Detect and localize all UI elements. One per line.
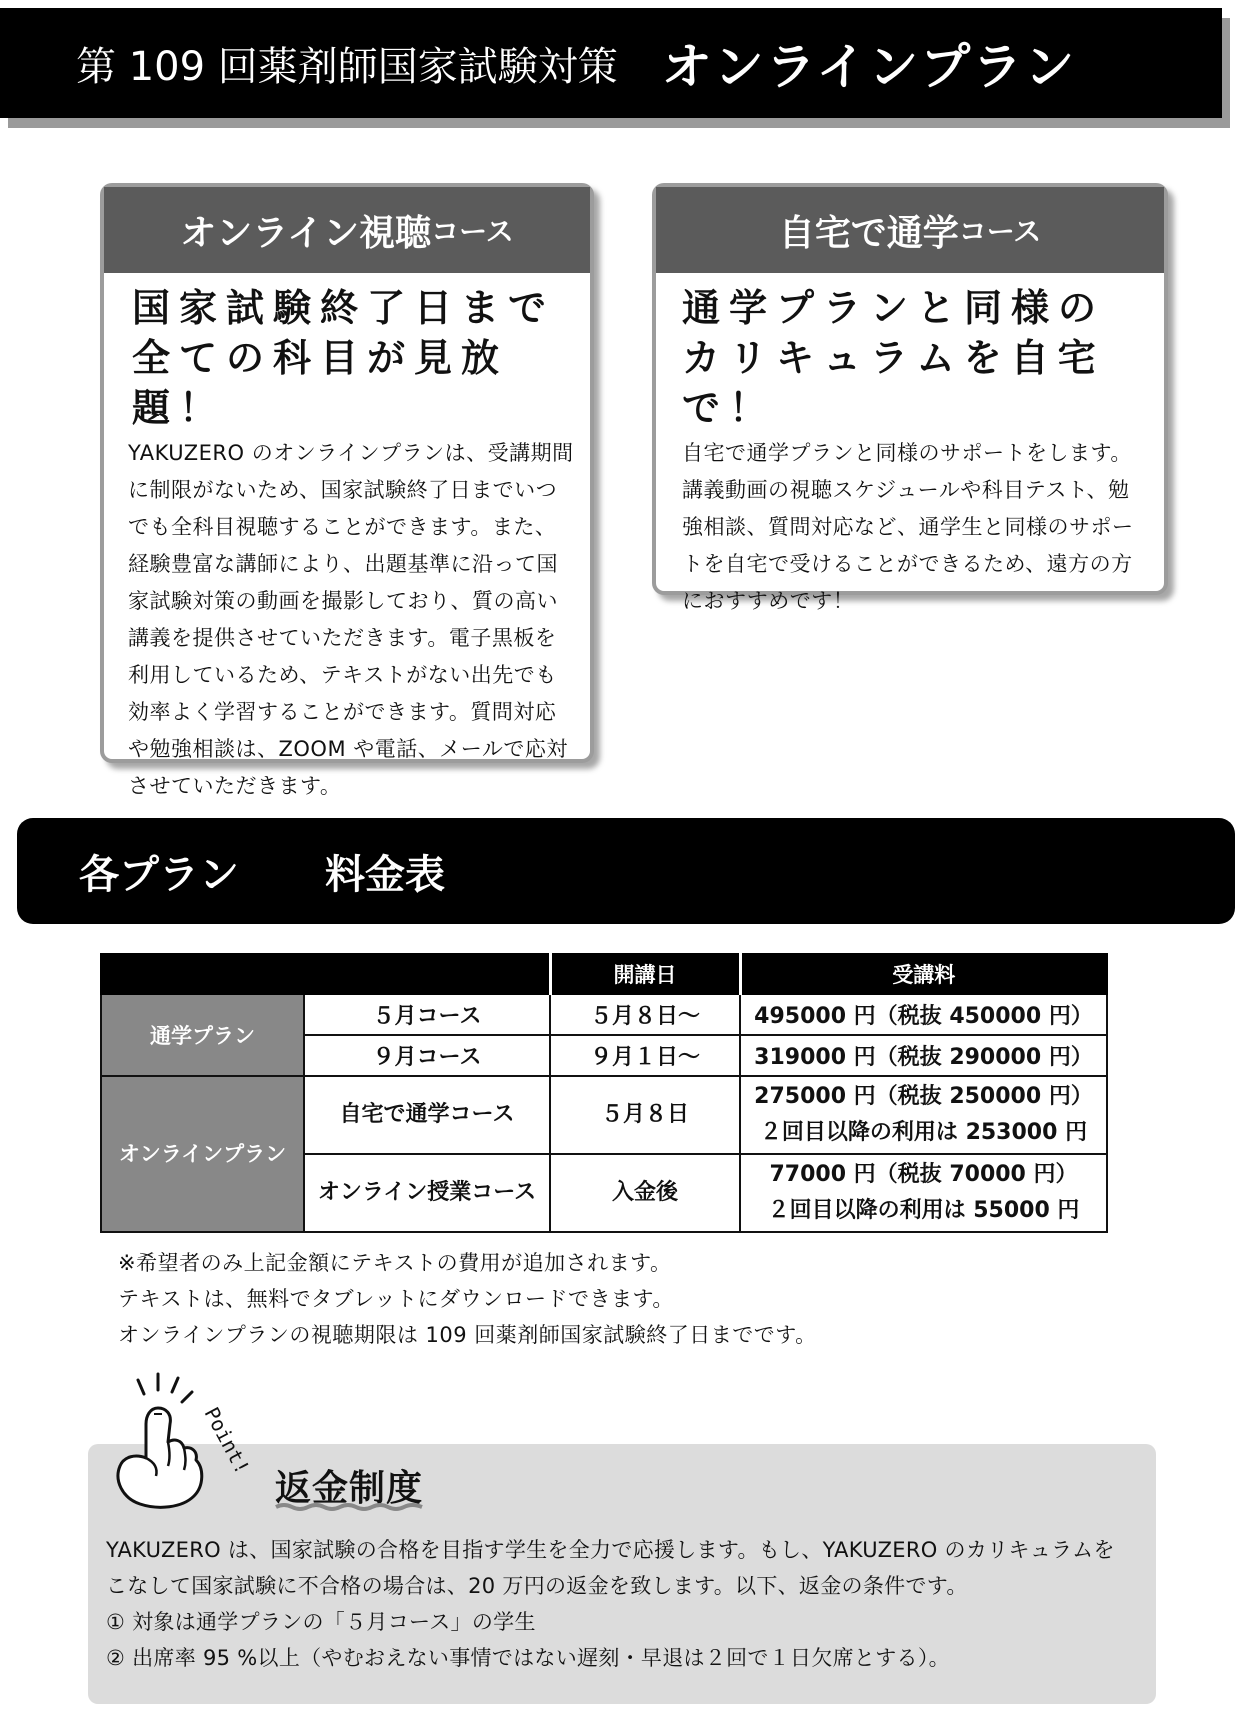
fee: 319000 円（税抜 290000 円） — [740, 1035, 1107, 1076]
start-date: ５月８日 — [550, 1076, 740, 1154]
card-catchphrase: 通学プランと同様の カリキュラムを自宅で！ — [682, 286, 1106, 430]
start-date: ９月１日〜 — [550, 1035, 740, 1076]
plan-group-label: 通学プラン — [101, 994, 304, 1076]
refund-description: YAKUZERO は、国家試験の合格を目指す学生を全力で応援します。もし、YAKUZERO のカリキュラムを こなして国家試験に不合格の場合は、20 万円の返金を致します。以下、返金の条件です。 ① 対象は通学プランの「５月コース」の学生 ② 出席率 95 %以上（やむおえない事情ではない遅刻・早退は２回で１日欠席とする）。 — [106, 1538, 1115, 1670]
table-row — [101, 1076, 1107, 1154]
card-heading: 自宅で通学 コース — [656, 187, 1164, 273]
course-name: ５月コース — [304, 994, 550, 1035]
pointing-hand-icon — [100, 1368, 255, 1518]
point-label: Point! — [199, 1403, 255, 1479]
table-row — [101, 994, 1107, 1035]
card-description: YAKUZERO のオンラインプランは、受講期間 に制限がないため、国家試験終了日までいつ でも全科目視聴することができます。また、 経験豊富な講師により、出題基準に沿って国 家試験対策の動画を撮影しており、質の高い 講義を提供させていただきます。電子黒板を 利用しているため、テキストがない出先でも 効率よく学習することができます。質問対応 や勉強相談は、ZOOM や電話、メールで応対 させていただきます。 — [128, 441, 574, 798]
table-header-row — [101, 954, 1107, 994]
header-fee: 受講料 — [740, 954, 1107, 994]
home-commute-course-card — [652, 183, 1168, 613]
card-catchphrase: 国家試験終了日まで 全ての科目が見放題！ — [132, 286, 556, 430]
header-plan-title: オンラインプラン — [661, 38, 1077, 96]
price-notes: ※希望者のみ上記金額にテキストの費用が追加されます。 テキストは、無料でタブレットにダウンロードできます。 オンラインプランの視聴期限は 109 回薬剤師国家試験終了日までです。 — [118, 1251, 817, 1347]
plan-group-label: オンラインプラン — [101, 1076, 304, 1232]
course-name: オンライン授業コース — [304, 1154, 550, 1232]
price-section-heading: 各プラン 料金表 — [17, 818, 1235, 924]
header-title: 第 109 回薬剤師国家試験対策 — [76, 43, 618, 90]
online-viewing-course-card — [100, 183, 594, 798]
header-start-date: 開講日 — [550, 954, 740, 994]
page-header — [0, 8, 1222, 118]
refund-title: 返金制度 — [275, 1468, 424, 1509]
card-heading: オンライン視聴 コース — [104, 187, 590, 273]
title-underline-decoration — [274, 1502, 424, 1512]
price-table — [100, 953, 1108, 1233]
fee: 495000 円（税抜 450000 円） — [740, 994, 1107, 1035]
course-name: 自宅で通学コース — [304, 1076, 550, 1154]
fee: 77000 円（税抜 70000 円） ２回目以降の利用は 55000 円 — [740, 1154, 1107, 1232]
start-date: ５月８日〜 — [550, 994, 740, 1035]
start-date: 入金後 — [550, 1154, 740, 1232]
card-description: 自宅で通学プランと同様のサポートをします。 講義動画の視聴スケジュールや科目テスト、勉 強相談、質問対応など、通学生と同様のサポー トを自宅で受けることができるため、遠方の方 におすすめです！ — [682, 441, 1134, 613]
fee: 275000 円（税抜 250000 円） ２回目以降の利用は 253000 円 — [740, 1076, 1107, 1154]
course-name: ９月コース — [304, 1035, 550, 1076]
